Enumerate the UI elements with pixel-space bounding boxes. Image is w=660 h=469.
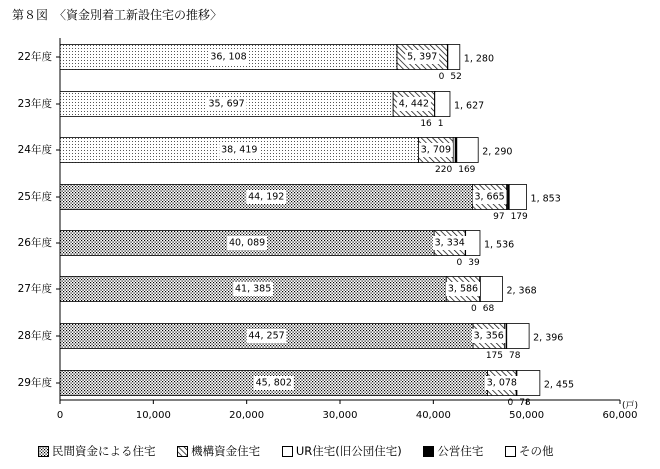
legend-label-other: その他 [519, 444, 554, 458]
unit-label: (戸) [622, 401, 639, 411]
bar-other [448, 45, 460, 70]
category-label: 26年度 [17, 237, 52, 249]
data-label-kikou: 4, 442 [398, 98, 430, 110]
data-label-koei: 78 [519, 398, 531, 408]
data-label-koei: 78 [509, 351, 521, 361]
data-label-private: 35, 697 [208, 98, 245, 110]
category-label: 23年度 [17, 98, 52, 110]
data-label-private: 44, 192 [248, 191, 285, 203]
data-label-ur: 0 [456, 258, 463, 268]
category-label: 27年度 [17, 283, 52, 295]
category-label: 24年度 [17, 144, 52, 156]
legend-item-ur [282, 443, 402, 459]
data-label-private: 38, 419 [221, 144, 258, 156]
data-label-private: 44, 257 [248, 330, 285, 342]
data-label-other: 2, 455 [543, 379, 575, 391]
data-label-ur: 0 [438, 72, 445, 82]
category-label: 25年度 [17, 191, 52, 203]
bar-other [507, 324, 529, 349]
data-label-ur: 175 [485, 351, 504, 361]
bar-other [457, 138, 478, 163]
legend-item-other [505, 443, 554, 459]
data-label-kikou: 3, 709 [420, 144, 451, 156]
x-tick-label: 20,000 [229, 410, 265, 421]
data-label-koei: 39 [468, 258, 480, 268]
data-label-kikou: 3, 356 [473, 330, 504, 342]
data-label-private: 36, 108 [210, 51, 247, 63]
x-tick-label: 30,000 [322, 410, 358, 421]
data-label-koei: 68 [482, 304, 495, 314]
legend-swatch-other [505, 446, 516, 457]
data-label-ur: 97 [493, 212, 505, 222]
data-label-koei: 179 [510, 212, 528, 222]
data-label-koei: 169 [458, 165, 476, 175]
x-tick-label: 40,000 [415, 410, 451, 421]
legend [38, 443, 572, 460]
data-label-other: 1, 536 [483, 239, 515, 251]
data-label-other: 2, 290 [482, 146, 513, 158]
x-tick-label: 60,000 [602, 410, 638, 421]
data-label-other: 2, 396 [533, 332, 564, 344]
data-label-private: 45, 802 [255, 377, 292, 389]
x-tick-label: 10,000 [135, 410, 171, 421]
bar-other [480, 277, 502, 302]
data-label-kikou: 5, 397 [407, 51, 438, 63]
data-label-ur: 0 [470, 304, 477, 314]
data-label-kikou: 3, 586 [447, 283, 479, 295]
data-label-kikou: 3, 078 [486, 377, 517, 389]
bar-other [517, 371, 540, 396]
data-label-ur: 0 [507, 398, 514, 408]
legend-swatch-private [38, 446, 49, 457]
data-label-private: 41, 385 [234, 283, 272, 295]
legend-label-koei: 公営住宅 [437, 444, 484, 458]
data-label-koei: 1 [437, 119, 444, 129]
legend-item-kikou [177, 443, 260, 459]
legend-label-kikou: 機構資金住宅 [191, 444, 261, 458]
data-label-other: 1, 627 [453, 100, 485, 112]
x-tick-label: 0 [56, 410, 64, 421]
category-label: 29年度 [17, 377, 52, 389]
legend-swatch-kikou [177, 446, 188, 457]
data-label-kikou: 3, 334 [434, 237, 465, 249]
data-label-ur: 16 [420, 119, 432, 129]
x-tick-label: 50,000 [509, 410, 545, 421]
data-label-ur: 220 [435, 165, 453, 175]
data-label-private: 40, 089 [228, 237, 266, 249]
legend-label-ur: UR住宅(旧公団住宅) [295, 444, 402, 458]
category-label: 22年度 [17, 51, 52, 63]
legend-item-koei [423, 443, 483, 459]
data-label-other: 1, 280 [463, 53, 495, 65]
data-label-koei: 52 [450, 72, 462, 82]
chart-title: 第８図 〈資金別着工新設住宅の推移〉 [12, 8, 223, 22]
legend-label-private: 民間資金による住宅 [52, 444, 156, 458]
bar-other [435, 92, 450, 117]
legend-swatch-ur [282, 446, 293, 457]
data-label-kikou: 3, 665 [474, 191, 505, 203]
data-label-other: 1, 853 [530, 193, 561, 205]
bar-other [466, 231, 480, 256]
data-label-other: 2, 368 [506, 285, 537, 297]
legend-item-private [38, 443, 156, 459]
bar-other [509, 185, 526, 210]
category-label: 28年度 [17, 330, 52, 342]
legend-swatch-koei [423, 446, 434, 457]
